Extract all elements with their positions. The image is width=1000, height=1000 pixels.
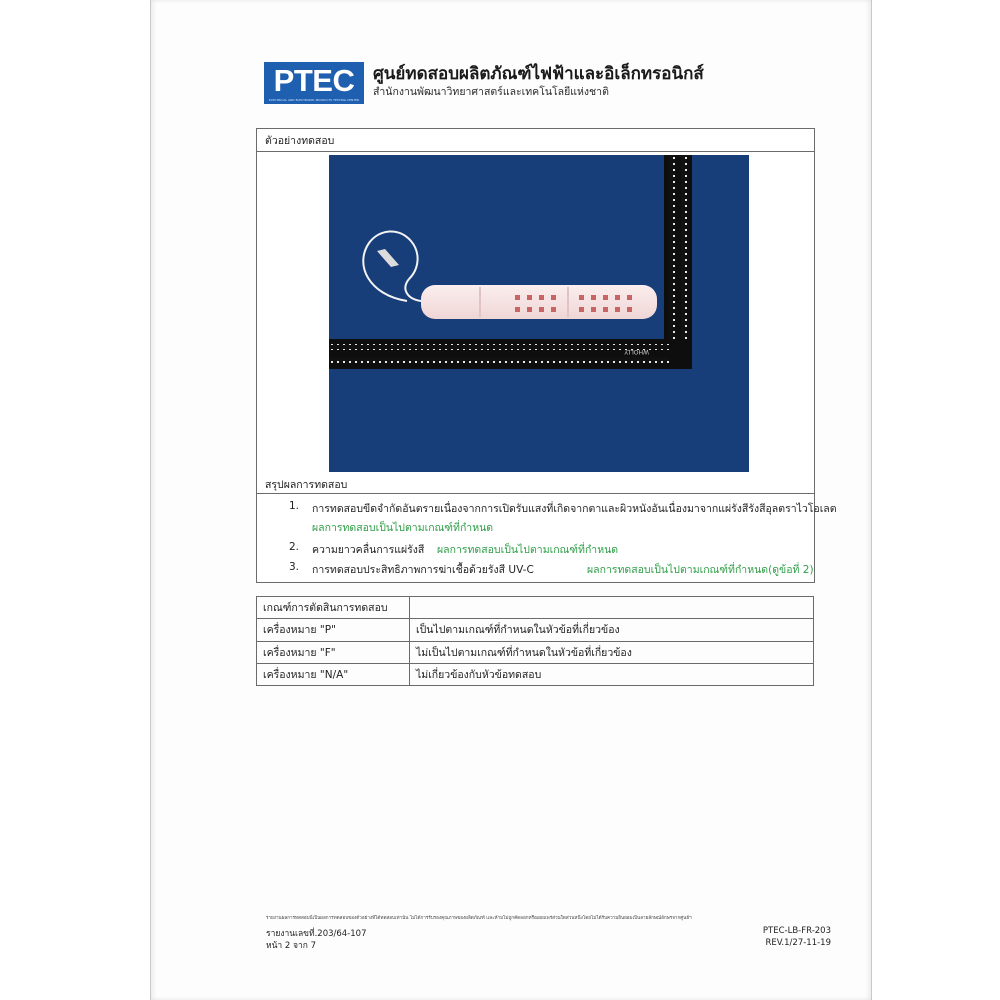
table-row [257,641,814,663]
sample-photo [329,155,749,472]
criteria-table [256,596,814,686]
scan-margin-left [0,0,150,1000]
logo-text: PTEC [273,63,355,98]
summary-item-number: 3. [289,561,300,573]
divider [257,493,814,494]
footer-disclaimer: รายงานผลการทดสอบนี้เป็นผลการทดสอบของตัวอย่างที่ได้ทดสอบเท่านั้น ไม่ได้การรับรองคุณภาพของผลิตภัณฑ์ และห้ามไม่ถูกคัดลอกหรือเผยแพร่ส่วนใดส่วนหนึ่งโดยไม่ได้รับความยินยอมเป็นลายลักษณ์อักษรจากศูนย์ฯ [266,916,692,921]
sample-photo-drawing [329,155,749,472]
ptec-logo [264,62,364,104]
org-subname: สำนักงานพัฒนาวิทยาศาสตร์และเทคโนโลยีแห่งชาติ [373,86,609,98]
table-row [257,619,814,641]
table-row [257,663,814,685]
sample-section [256,128,815,476]
summary-item-number: 1. [289,500,300,512]
summary-item-text: ความยาวคลื่นการแผ่รังสี [312,544,425,556]
criteria-mark: เครื่องหมาย "N/A" [257,663,410,685]
logo-subtext: ELECTRICAL AND ELECTRONIC PRODUCTS TESTING CENTER [268,98,360,102]
summary-title: สรุปผลการทดสอบ [265,479,348,491]
criteria-mark: เครื่องหมาย "P" [257,619,410,641]
ruler-vertical [664,155,692,367]
summary-item-text: การทดสอบขีดจำกัดอันตรายเนื่องจากการเปิดรับแสงที่เกิดจากตาและผิวหนังอันเนื่องมาจากแผ่รังสีรังสีอุลตราไวโอเลต [312,503,837,515]
report-number: รายงานเลขที่.203/64-107 [266,929,367,939]
document-page [150,0,872,1000]
criteria-mark: เครื่องหมาย "F" [257,641,410,663]
criteria-header: เกณฑ์การตัดสินการทดสอบ [257,597,410,619]
summary-item-number: 2. [289,541,300,553]
uv-device [421,285,657,319]
summary-item-text: การทดสอบประสิทธิภาพการฆ่าเชื้อด้วยรังสี UV-C [312,564,534,576]
criteria-header-value [410,597,814,619]
criteria-meaning: ไม่เกี่ยวข้องกับหัวข้อทดสอบ [410,663,814,685]
summary-item-result: ผลการทดสอบเป็นไปตามเกณฑ์ที่กำหนด [437,544,619,556]
scan-margin-right [870,0,1000,1000]
criteria-meaning: เป็นไปตามเกณฑ์ที่กำหนดในหัวข้อที่เกี่ยวข้อง [410,619,814,641]
sample-title: ตัวอย่างทดสอบ [265,135,335,147]
summary-item-result: ผลการทดสอบเป็นไปตามเกณฑ์ที่กำหนด [312,522,494,534]
org-name: ศูนย์ทดสอบผลิตภัณฑ์ไฟฟ้าและอิเล็กทรอนิกส์ [373,64,704,84]
summary-item-result: ผลการทดสอบเป็นไปตามเกณฑ์ที่กำหนด(ดูข้อที่ 2) [587,564,814,576]
table-row [257,597,814,619]
divider [257,151,814,152]
form-code: PTEC-LB-FR-203 [762,926,831,936]
summary-section [256,474,837,583]
page-number: หน้า 2 จาก 7 [266,941,317,951]
revision-code: REV.1/27-11-19 [765,938,831,948]
ruler-label: WHOLLY [624,348,649,355]
criteria-meaning: ไม่เป็นไปตามเกณฑ์ที่กำหนดในหัวข้อที่เกี่ยวข้อง [410,641,814,663]
